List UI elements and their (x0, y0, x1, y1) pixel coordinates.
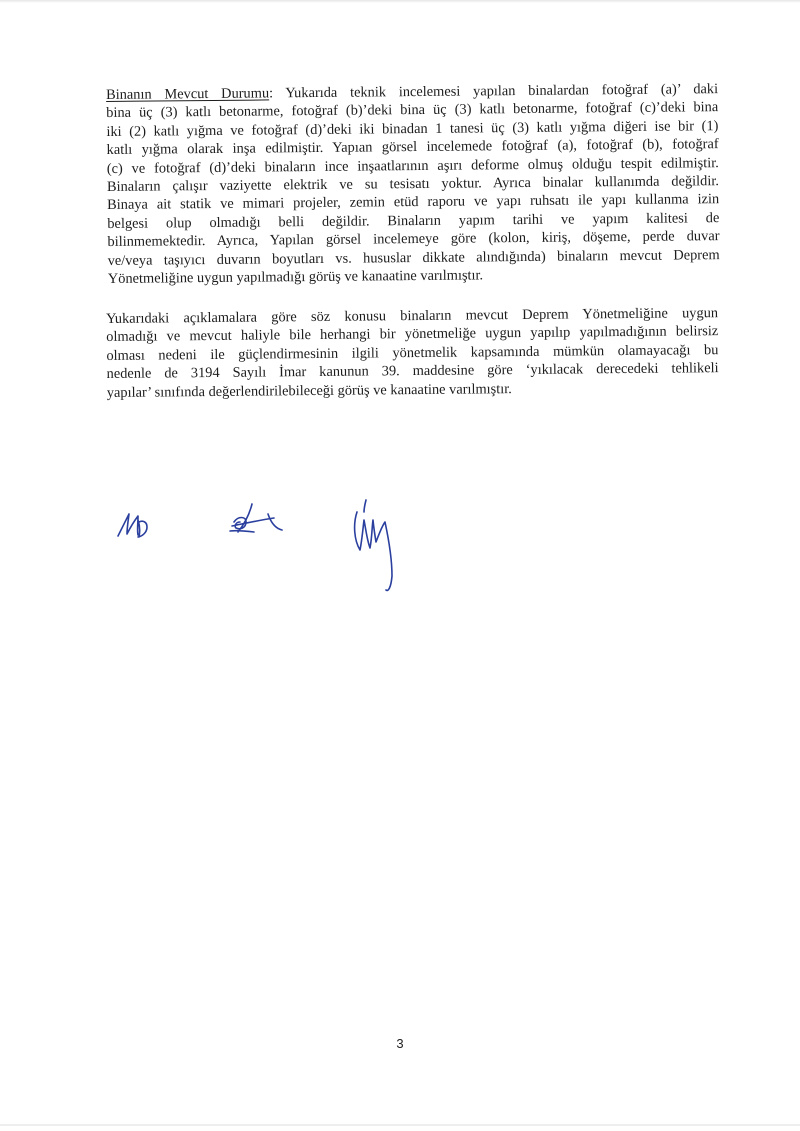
signature-2 (230, 504, 282, 532)
section-heading: Binanın Mevcut Durumu (106, 85, 270, 103)
signature-3 (355, 500, 392, 590)
text-line: olması nedeni ile güçlendirmesinin ilgili yönetmelik kapsamında mümkün olamayacağı bu (106, 341, 719, 364)
scan-edge-top (0, 0, 800, 3)
text-line: Yukarıdaki açıklamalara göre söz konusu binaların mevcut Deprem Yönetmeliğine uygun (106, 305, 719, 327)
text-line: Binaya ait statik ve mimari projeler, zemin etüd raporu ve yapı ruhsatı ile yapı kullanma izin (107, 191, 720, 214)
text-line: Yönetmeliğine uygun yapılmadığı görüş ve kanaatine varılmıştır. (107, 267, 484, 288)
text-line-segment: : Yukarıda teknik incelemesi yapılan binalardan fotoğraf (a)’ daki (269, 81, 719, 102)
signatures-svg (110, 480, 430, 600)
text-line: iki (2) katlı yığma ve fotoğraf (d)’deki iki binadan 1 tanesi üç (3) katlı yığma diğeri ise bir (1) (106, 117, 719, 140)
text-line: bilinmemektedir. Ayrıca, Yapılan görsel incelemeye göre (kolon, kiriş, döşeme, perde duvar (107, 228, 720, 251)
text-line: nedenle de 3194 Sayılı İmar kanunun 39. maddesine göre ‘yıkılacak derecedeki tehlikeli (106, 360, 719, 383)
text-line: (c) ve fotoğraf (d)’deki binaların ince inşaatlarının aşırı deforme olmuş olduğu tespit edilmiştir. (106, 154, 719, 177)
paragraph-building-status (106, 80, 720, 288)
text-line: ve/veya taşıyıcı duvarın boyutları vs. hususlar dikkate alındığında) binaların mevcut Deprem (107, 246, 720, 269)
paragraph-conclusion (106, 304, 719, 402)
text-line: katlı yığma olarak inşa edilmiştir. Yapıan görsel incelemede fotoğraf (a), fotoğraf (b), fotoğraf (106, 136, 719, 159)
page-number: 3 (396, 1036, 404, 1051)
text-line: yapılar’ sınıfında değerlendirilebileceği görüş ve kanaatine varılmıştır. (106, 380, 512, 401)
scan-edge-bottom (0, 1124, 800, 1126)
signature-1 (118, 514, 147, 537)
text-line: olmadığı ve mevcut haliyle bile herhangi bir yönetmeliğe uygun yapılıp yapılmadığının belirsiz (106, 323, 719, 346)
text-line: Binaların çalışır vaziyette elektrik ve su tesisatı yoktur. Ayrıca binalar kullanımda değildir. (106, 173, 720, 196)
text-line: bina üç (3) katlı betonarme, fotoğraf (b)’deki bina üç (3) katlı betonarme, fotoğraf (c)’deki bina (106, 99, 719, 122)
signatures (110, 480, 430, 600)
text-line: belgesi olup olmadığı belli değildir. Binaların yapım tarihi ve yapım kalitesi de (107, 209, 720, 232)
